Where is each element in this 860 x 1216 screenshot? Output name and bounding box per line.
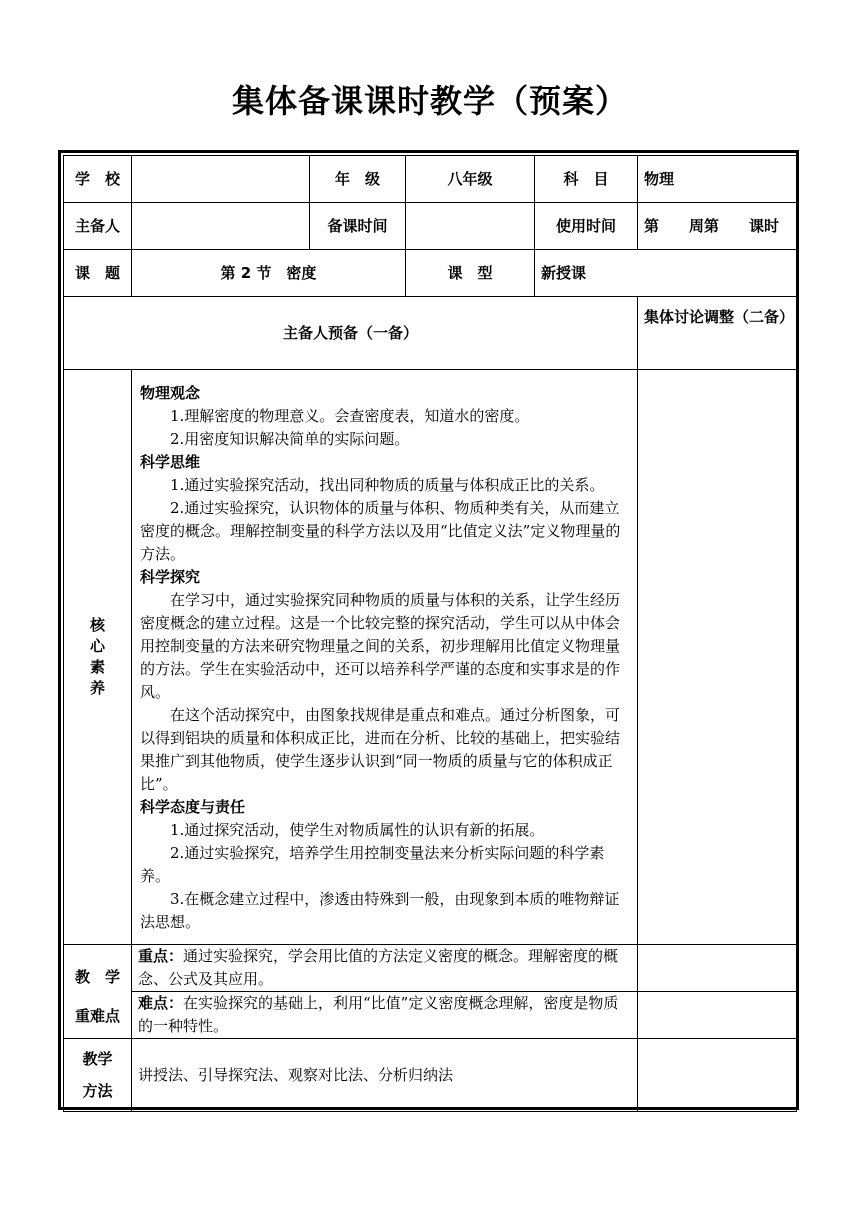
- hard-point-text: 在实验探究的基础上，利用“比值”定义密度概念理解，密度是物质的一种特性。: [138, 994, 619, 1035]
- subject-value: 物理: [638, 156, 797, 203]
- discussion-header: 集体讨论调整（二备）: [638, 297, 797, 370]
- type-value: 新授课: [535, 250, 797, 297]
- header-row: [64, 297, 797, 370]
- method-text: 讲授法、引导探究法、观察对比法、分析归纳法: [132, 1039, 638, 1112]
- lead-label: 主备人: [64, 203, 132, 250]
- method-label-line2: 方法: [82, 1082, 113, 1100]
- lead-prep-header: 主备人预备（一备）: [64, 297, 638, 370]
- page-title: 集体备课课时教学（预案）: [231, 82, 628, 120]
- hard-point-label: 难点：: [138, 994, 184, 1012]
- info-row-3: [64, 250, 797, 297]
- core-content: [132, 370, 638, 945]
- core-row: [64, 370, 797, 945]
- topic-value: 第 2 节 密度: [132, 250, 406, 297]
- prep-time-label: 备课时间: [310, 203, 406, 250]
- section-scientific-thinking: [140, 451, 631, 566]
- method-label-line1: 教学: [82, 1050, 113, 1068]
- section-physics-concept: [140, 382, 631, 451]
- school-label: 学 校: [64, 156, 132, 203]
- section-para: 2.用密度知识解决简单的实际问题。: [170, 430, 410, 448]
- key-point-label: 重点：: [138, 947, 184, 965]
- section-heading: 物理观念: [140, 384, 201, 402]
- hard-point-cell: [132, 992, 638, 1039]
- core-discussion-cell: [638, 370, 797, 945]
- key-point-cell: [132, 945, 638, 992]
- section-para: 在这个活动探究中，由图象找规律是重点和难点。通过分析图象，可以得到铝块的质量和体积成正比，进而在分析、比较的基础上，把实验结果推广到其他物质，使学生逐步认识到“同一物质的质量与它的体积成正比”。: [140, 706, 621, 793]
- section-scientific-inquiry: [140, 566, 631, 796]
- section-para: 2.通过实验探究，认识物体的质量与体积、物质种类有关，从而建立密度的概念。理解控制变量的科学方法以及用“比值定义法”定义物理量的方法。: [140, 499, 621, 563]
- key-point-discussion: [638, 945, 797, 992]
- method-row: [64, 1039, 797, 1112]
- section-para: 在学习中，通过实验探究同种物质的质量与体积的关系，让学生经历密度概念的建立过程。这是一个比较完整的探究活动，学生可以从中体会用控制变量的方法来研究物理量之间的关系，初步理解用比值定义物理量的方法。学生在实验活动中，还可以培养科学严谨的态度和实事求是的作风。: [140, 591, 621, 701]
- method-label-cell: [64, 1039, 132, 1112]
- lead-value: [132, 203, 310, 250]
- section-para: 1.通过探究活动，使学生对物质属性的认识有新的拓展。: [170, 821, 545, 839]
- info-row-1: [64, 156, 797, 203]
- key-point-text: 通过实验探究，学会用比值的方法定义密度的概念。理解密度的概念、公式及其应用。: [138, 947, 619, 988]
- grade-label: 年 级: [310, 156, 406, 203]
- section-attitude-responsibility: [140, 796, 631, 934]
- method-discussion: [638, 1039, 797, 1112]
- section-para: 1.通过实验探究活动，找出同种物质的质量与体积成正比的关系。: [170, 476, 605, 494]
- core-label: 核心素养: [90, 616, 106, 697]
- section-heading: 科学思维: [140, 453, 201, 471]
- topic-label: 课 题: [64, 250, 132, 297]
- use-time-value: 第 周第 课时: [638, 203, 797, 250]
- subject-label: 科 目: [535, 156, 638, 203]
- section-heading: 科学态度与责任: [140, 798, 246, 816]
- section-para: 2.通过实验探究，培养学生用控制变量法来分析实际问题的科学素养。: [140, 844, 605, 885]
- hard-point-discussion: [638, 992, 797, 1039]
- core-label-cell: [64, 370, 132, 945]
- section-heading: 科学探究: [140, 568, 201, 586]
- school-value: [132, 156, 310, 203]
- key-point-row: [64, 945, 797, 992]
- prep-time-value: [406, 203, 535, 250]
- section-para: 3.在概念建立过程中，渗透由特殊到一般，由现象到本质的唯物辩证法思想。: [140, 890, 620, 931]
- difficulty-label-line2: 重难点: [74, 1006, 120, 1025]
- type-label: 课 型: [406, 250, 535, 297]
- info-row-2: [64, 203, 797, 250]
- lesson-plan-table: [63, 155, 797, 1112]
- hard-point-row: [64, 992, 797, 1039]
- difficulty-label-line1: 教 学: [74, 967, 120, 986]
- difficulty-label-cell: [64, 945, 132, 1039]
- grade-value: 八年级: [406, 156, 535, 203]
- section-para: 1.理解密度的物理意义。会查密度表，知道水的密度。: [170, 407, 530, 425]
- use-time-label: 使用时间: [535, 203, 638, 250]
